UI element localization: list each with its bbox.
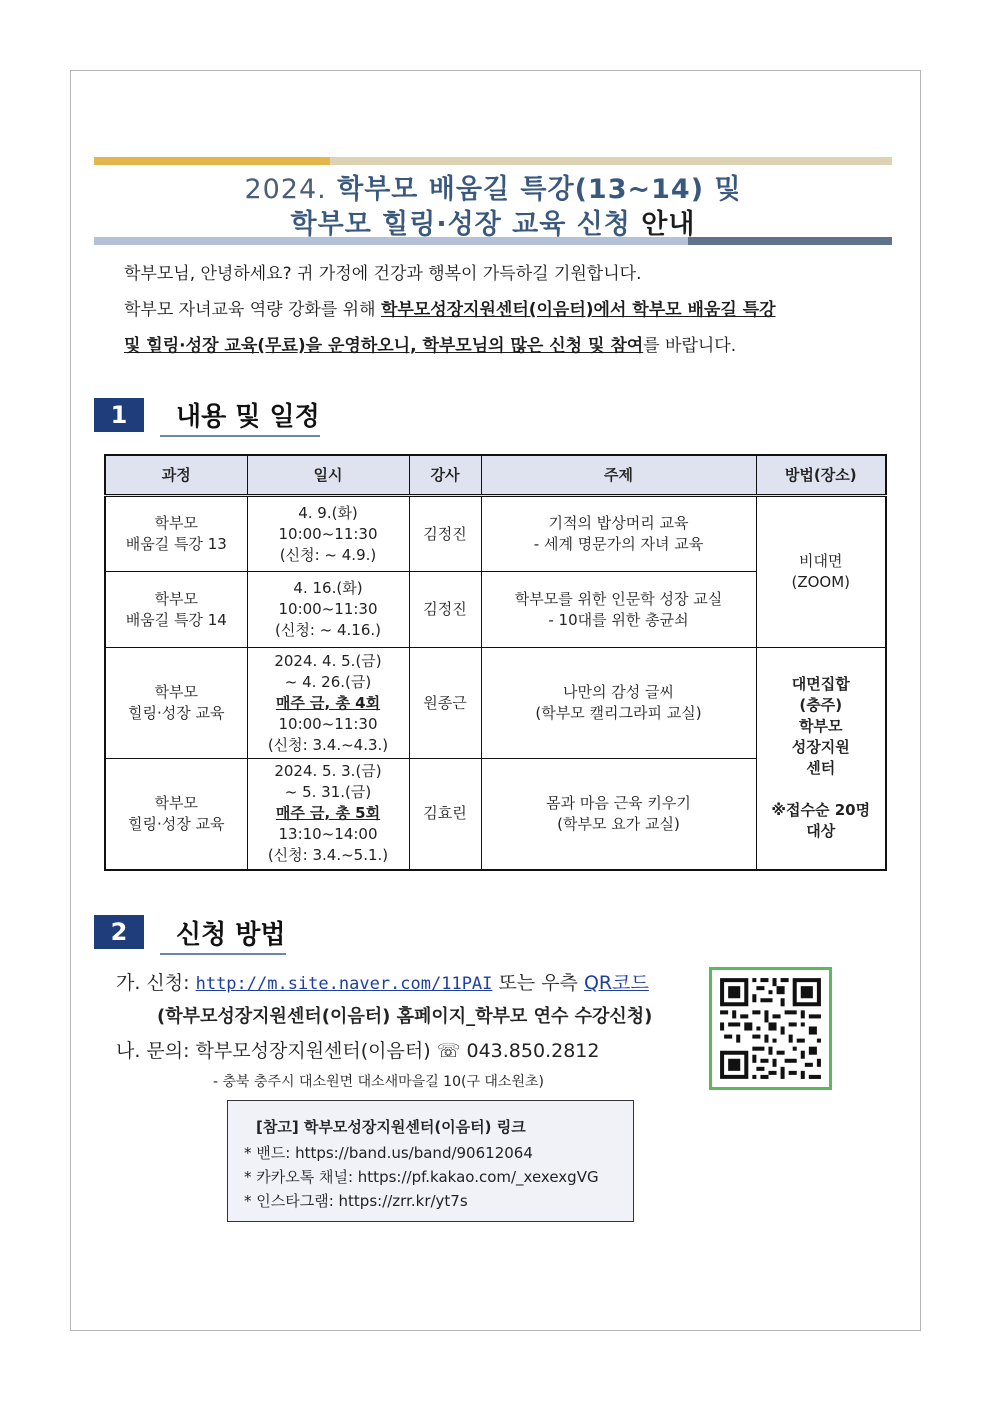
course-cell: 학부모 힐링·성장 교육 (105, 759, 247, 870)
qr-code-image (712, 970, 829, 1087)
section-1-number: 1 (94, 398, 144, 432)
qr-code-link[interactable]: QR코드 (583, 972, 649, 994)
table-row (105, 496, 886, 572)
instructor-cell: 김효린 (409, 759, 481, 870)
apply-url-link[interactable]: http://m.site.naver.com/11PAI (195, 974, 493, 994)
reference-item-kakao[interactable]: * 카카오톡 채널: https://pf.kakao.com/_xexexgVG (244, 1168, 599, 1186)
method-cell-offline: 대면집합 (충주) 학부모 성장지원 센터 ※접수순 20명 대상 (756, 648, 886, 870)
course-cell: 학부모 배움길 특강 13 (105, 496, 247, 572)
intro-line-2: 학부모 자녀교육 역량 강화를 위해 학부모성장지원센터(이음터)에서 학부모 배움길 특강 (124, 300, 776, 320)
date-cell: 4. 16.(화) 10:00~11:30 (신청: ~ 4.16.) (247, 572, 409, 648)
method-cell-online: 비대면 (ZOOM) (756, 496, 886, 648)
topic-cell: 기적의 밥상머리 교육 - 세계 명문가의 자녀 교육 (481, 496, 756, 572)
intro-line-3: 및 힐링·성장 교육(무료)을 운영하오니, 학부모님의 많은 신청 및 참여를 바랍니다. (124, 336, 737, 356)
table-row (105, 648, 886, 759)
topic-cell: 몸과 마음 근육 키우기 (학부모 요가 교실) (481, 759, 756, 870)
course-cell: 학부모 힐링·성장 교육 (105, 648, 247, 759)
intro-line-1: 학부모님, 안녕하세요? 귀 가정에 건강과 행복이 가득하길 기원합니다. (124, 264, 642, 284)
page-title-line-1: 2024. 학부모 배움길 특강(13~14) 및 (244, 174, 742, 205)
apply-line-a-sub: (학부모성장지원센터(이음터) 홈페이지_학부모 연수 수강신청) (157, 1006, 653, 1027)
apply-line-b: 나. 문의: 학부모성장지원센터(이음터) ☏ 043.850.2812 (116, 1040, 600, 1062)
reference-item-band[interactable]: * 밴드: https://band.us/band/90612064 (244, 1144, 533, 1162)
schedule-table (104, 454, 887, 871)
header-instructor: 강사 (409, 455, 481, 496)
section-2-title: 신청 방법 (160, 914, 286, 955)
header-method: 방법(장소) (756, 455, 886, 496)
date-cell: 2024. 5. 3.(금) ~ 5. 31.(금) 매주 금, 총 5회 13:10~14:00 (신청: 3.4.~5.1.) (247, 759, 409, 870)
section-2-number: 2 (94, 915, 144, 949)
instructor-cell: 김정진 (409, 572, 481, 648)
instructor-cell: 김정진 (409, 496, 481, 572)
address-line: - 충북 충주시 대소원면 대소새마을길 10(구 대소원초) (213, 1074, 544, 1090)
date-cell: 2024. 4. 5.(금) ~ 4. 26.(금) 매주 금, 총 4회 10:00~11:30 (신청: 3.4.~4.3.) (247, 648, 409, 759)
date-cell: 4. 9.(화) 10:00~11:30 (신청: ~ 4.9.) (247, 496, 409, 572)
course-cell: 학부모 배움길 특강 14 (105, 572, 247, 648)
header-course: 과정 (105, 455, 247, 496)
qr-code-frame[interactable] (709, 967, 832, 1090)
instructor-cell: 원종근 (409, 648, 481, 759)
topic-cell: 학부모를 위한 인문학 성장 교실 - 10대를 위한 총균쇠 (481, 572, 756, 648)
page-title-line-2: 학부모 힐링·성장 교육 신청 안내 (290, 209, 696, 240)
title-bar-beige (330, 157, 892, 165)
table-header-row (105, 455, 886, 496)
reference-box (227, 1100, 634, 1222)
header-topic: 주제 (481, 455, 756, 496)
topic-cell: 나만의 감성 글씨 (학부모 캘리그라피 교실) (481, 648, 756, 759)
title-bar-gold (94, 157, 330, 165)
reference-title: [참고] 학부모성장지원센터(이음터) 링크 (256, 1118, 526, 1136)
section-1-title: 내용 및 일정 (160, 396, 320, 437)
apply-line-a: 가. 신청: http://m.site.naver.com/11PAI 또는 우측 QR코드 (116, 972, 649, 994)
reference-item-instagram[interactable]: * 인스타그램: https://zrr.kr/yt7s (244, 1192, 468, 1210)
header-date: 일시 (247, 455, 409, 496)
